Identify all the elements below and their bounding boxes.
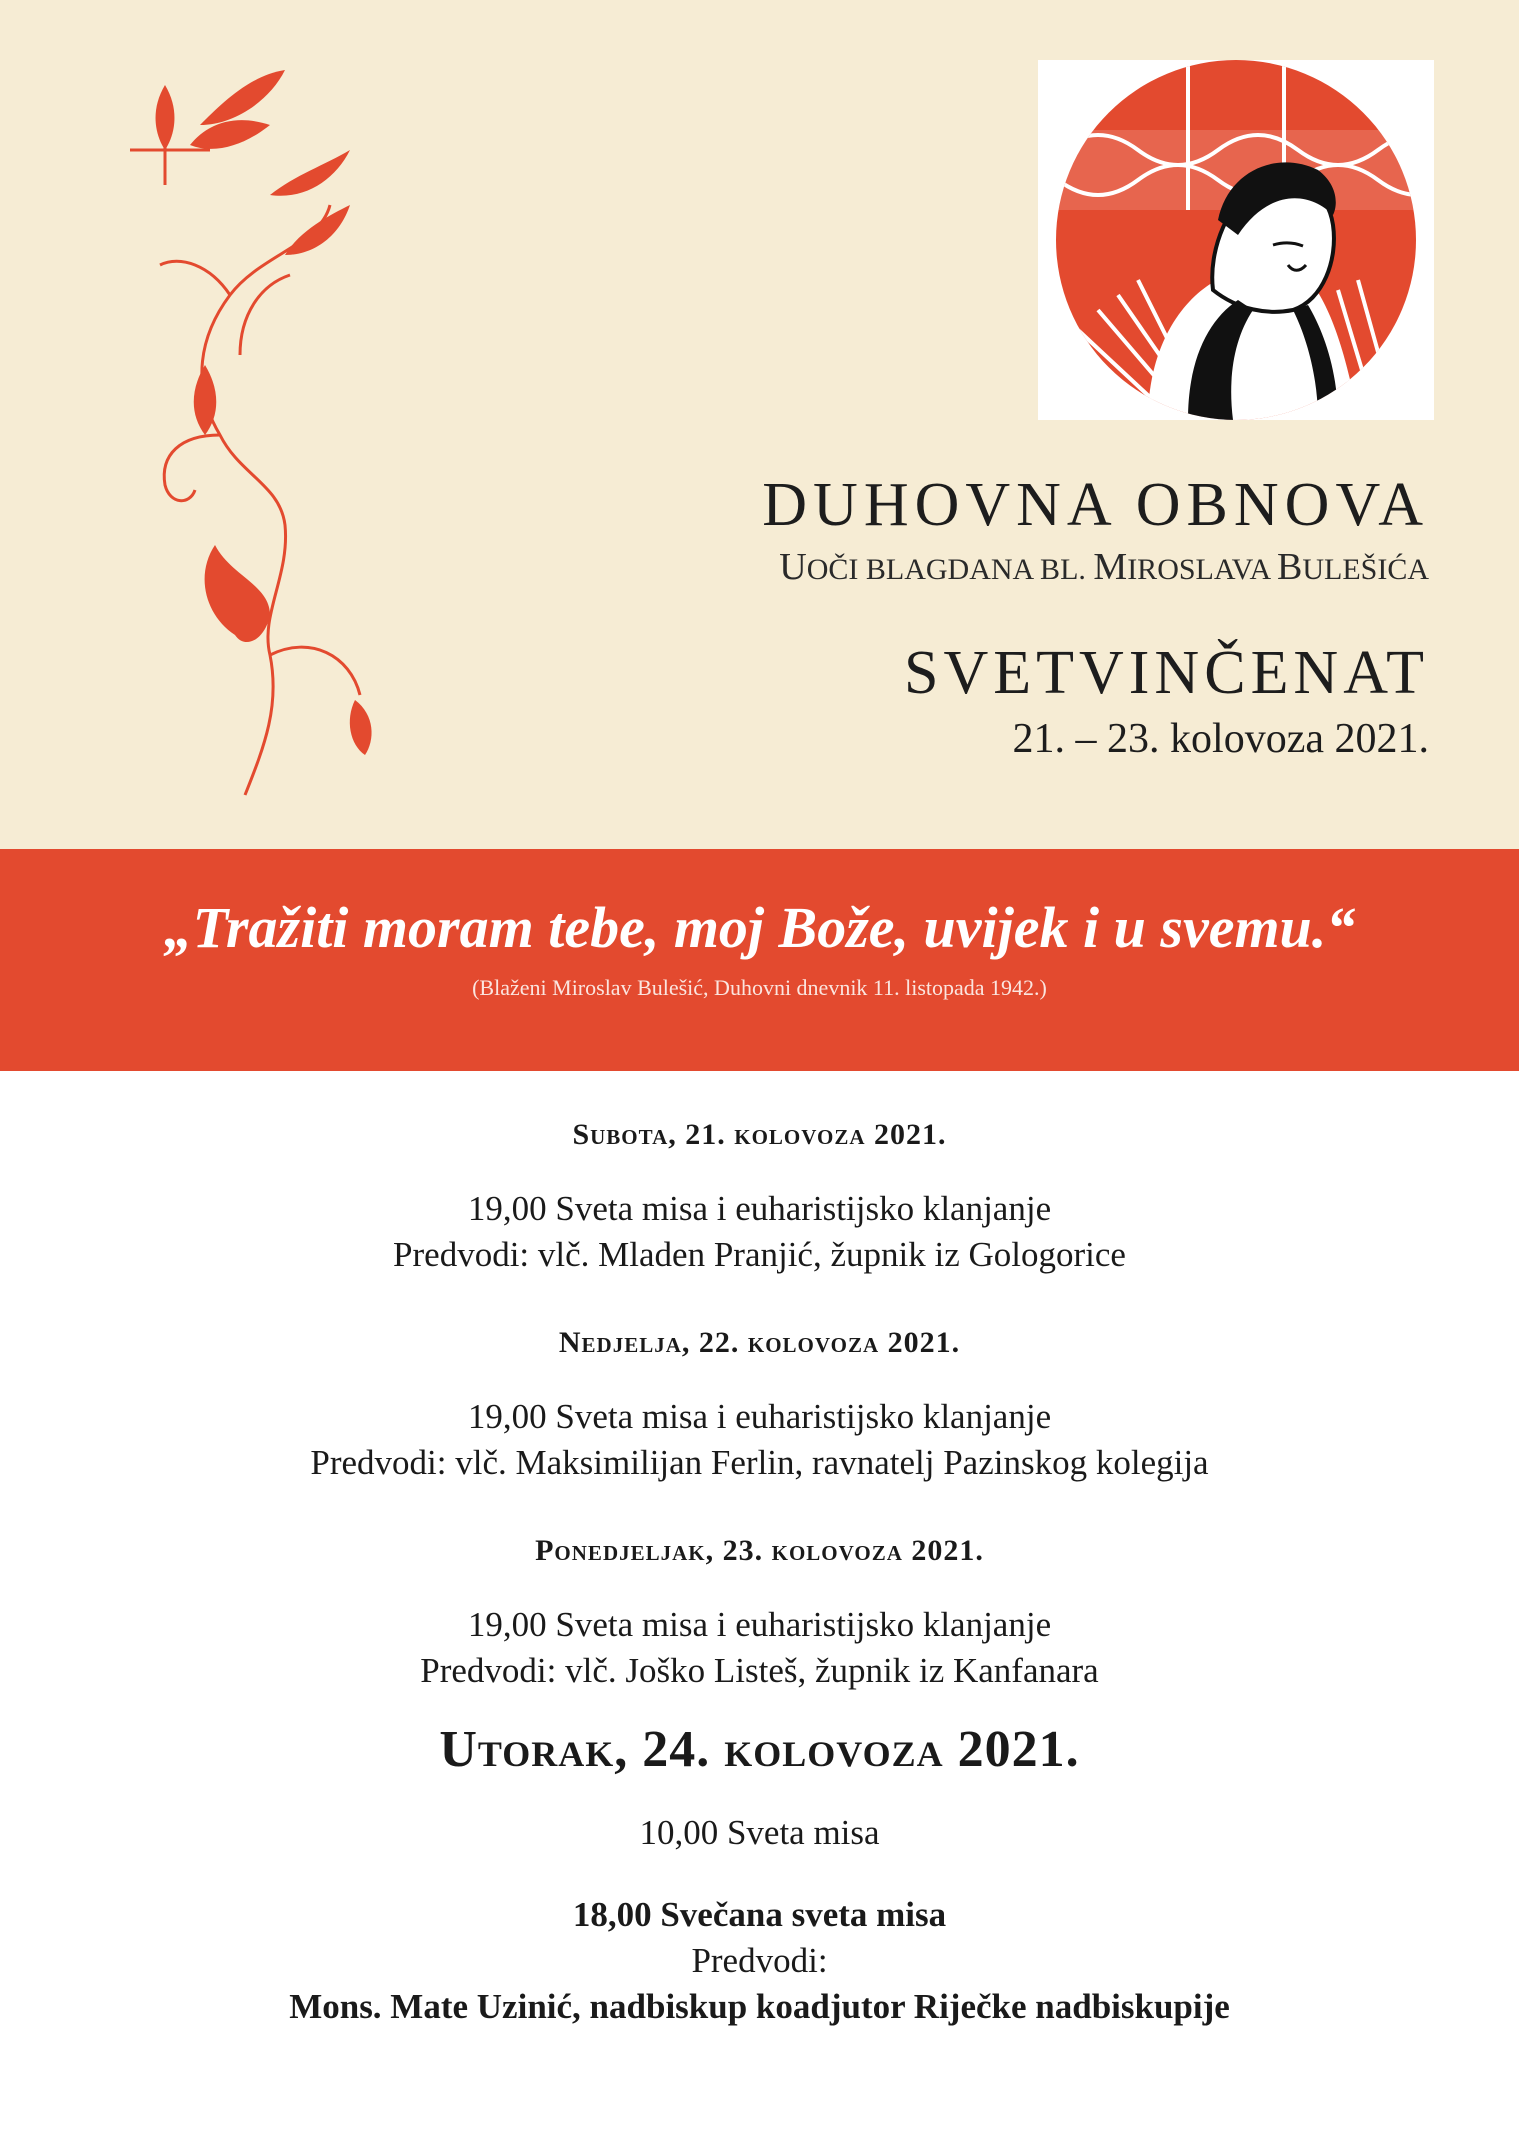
quote-text: „Tražiti moram tebe, moj Bože, uvijek i u svemu.“ bbox=[163, 895, 1356, 960]
feast-day-heading: Utorak, 24. kolovoza 2021. bbox=[439, 1721, 1080, 1778]
quote-source: (Blaženi Miroslav Bulešić, Duhovni dnevnik 11. listopada 1942.) bbox=[472, 975, 1047, 1000]
quote-banner bbox=[0, 849, 1519, 1071]
event-title: DUHOVNA OBNOVA bbox=[762, 471, 1429, 539]
subtitle-text: OČI BLAGDANA BL. bbox=[806, 553, 1094, 586]
leader-line: Predvodi: vlč. Maksimilijan Ferlin, ravnatelj Pazinskog kolegija bbox=[310, 1443, 1209, 1482]
event-dates: 21. – 23. kolovoza 2021. bbox=[1012, 716, 1429, 762]
day-heading: Subota, 21. kolovoza 2021. bbox=[572, 1118, 947, 1151]
morning-mass-line: 10,00 Sveta misa bbox=[639, 1813, 880, 1852]
day-heading: Nedjelja, 22. kolovoza 2021. bbox=[558, 1326, 961, 1359]
day-block bbox=[0, 1536, 1519, 1694]
blessed-portrait-icon bbox=[1038, 60, 1434, 420]
subtitle-text: IROSLAVA bbox=[1127, 553, 1277, 586]
subtitle-cap: M bbox=[1093, 546, 1128, 588]
event-place: SVETVINČENAT bbox=[904, 639, 1429, 707]
leader-label: Predvodi: bbox=[691, 1941, 828, 1980]
subtitle-cap: B bbox=[1276, 546, 1303, 588]
event-line: 19,00 Sveta misa i euharistijsko klanjanje bbox=[467, 1397, 1052, 1436]
subtitle-text: ULEŠIĆA bbox=[1302, 553, 1429, 586]
leader-line: Predvodi: vlč. Mladen Pranjić, župnik iz Gologorice bbox=[393, 1235, 1126, 1274]
subtitle-cap: U bbox=[779, 546, 807, 588]
program-schedule bbox=[0, 1120, 1519, 2030]
leader-line: Mons. Mate Uzinić, nadbiskup koadjutor Riječke nadbiskupije bbox=[289, 1987, 1230, 2026]
event-line: 19,00 Sveta misa i euharistijsko klanjanje bbox=[467, 1605, 1052, 1644]
event-line: 19,00 Sveta misa i euharistijsko klanjanje bbox=[467, 1189, 1052, 1228]
event-subtitle bbox=[779, 545, 1429, 589]
day-block bbox=[0, 1120, 1519, 1278]
floral-ornament-icon bbox=[120, 55, 390, 855]
day-heading: Ponedjeljak, 23. kolovoza 2021. bbox=[535, 1534, 984, 1567]
day-block bbox=[0, 1328, 1519, 1486]
leader-line: Predvodi: vlč. Joško Listeš, župnik iz Kanfanara bbox=[420, 1651, 1099, 1690]
portrait-emblem bbox=[1038, 60, 1434, 420]
header-section bbox=[0, 0, 1519, 849]
feast-day-block bbox=[0, 1721, 1519, 2030]
solemn-mass-line: 18,00 Svečana sveta misa bbox=[572, 1895, 947, 1934]
